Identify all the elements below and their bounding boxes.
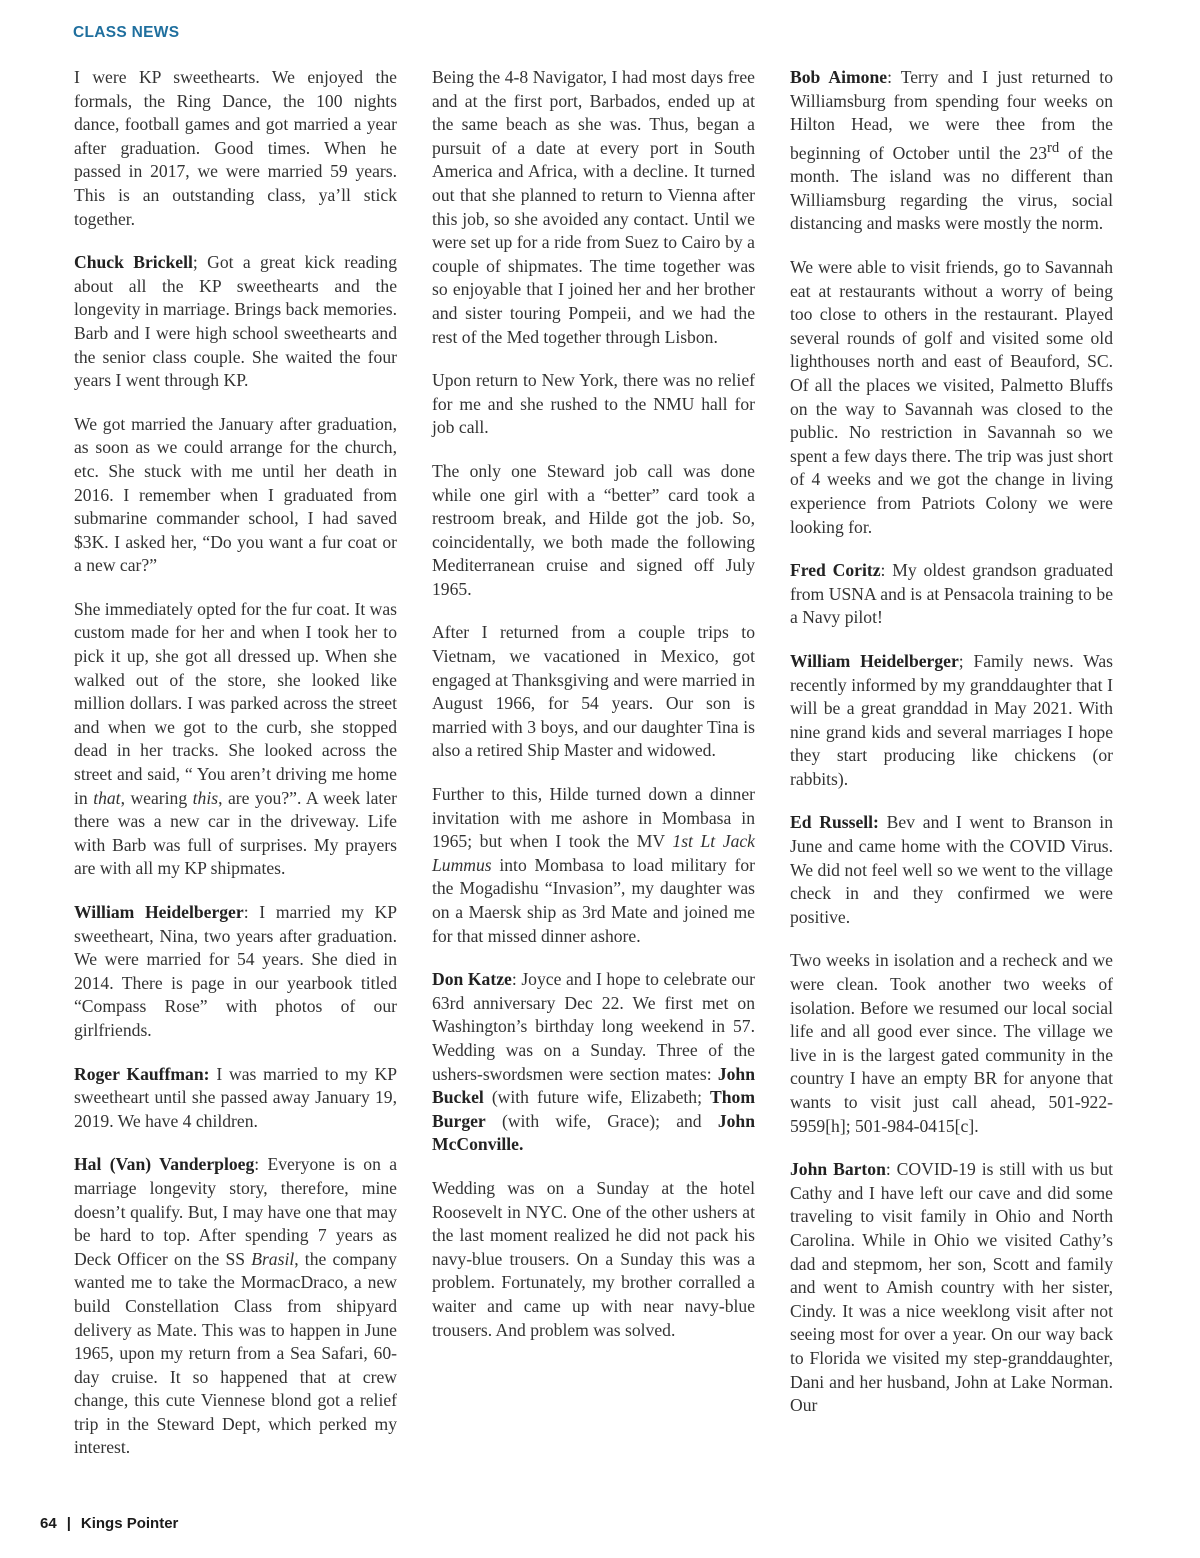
paragraph-text: : Terry and I just returned to Williamsburg from spending four weeks on Hilton Head, we were thee from the beginning of October until the 23 [790,67,1113,163]
paragraph [432,968,755,1157]
paragraph-text: : I married my KP sweetheart, Nina, two years after graduation. We were married for 54 years. She died in 2014. There is page in our yearbook titled “Compass Rose” with photos of our girlfriends. [74,902,397,1040]
paragraph-text: (with wife, Grace); and [485,1110,718,1131]
ship-name: Brasil [251,1248,295,1269]
paragraph-text: : Everyone is on a marriage longevity story, therefore, mine doesn’t qualify. But, I may have one that may be hard to top. After spending 7 years as Deck Officer on the SS [74,1154,397,1269]
paragraph-text: : Joyce and I hope to celebrate our 63rd anniversary Dec 22. We first met on Washington’s birthday long weekend in 57. Wedding was on a Sunday. Three of the ushers-swordsmen were section mates: [432,969,755,1084]
paragraph-text: : My oldest grandson graduated from USNA and is at Pensacola training to be a Navy pilot! [790,560,1113,628]
paragraph-text: , wearing [120,787,193,808]
paragraph [74,901,397,1043]
page-number: 64 [40,1515,57,1532]
classmate-name: John Buckel [432,1063,755,1108]
paragraph-text: We got married the January after graduation, as soon as we could arrange for the church, etc. She stuck with me until her death in 2016. I remember when I graduated from submarine commander school, I had saved $3K. I asked her, “Do you want a fur coat or a new car?” [74,413,397,576]
classmate-name: Don Katze [432,969,512,990]
paragraph-text: After I returned from a couple trips to Vietnam, we vacationed in Mexico, got engaged at Thanksgiving and were married in August 1966, for 54 years. Our son is married with 3 boys, and our daughter Tina is also a retired Ship Master and widowed. [432,622,755,761]
paragraph-text: , are you?”. A week later there was a new car in the driveway. Life with Barb was full of surprises. My prayers are with all my KP shipmates. [74,787,397,879]
paragraph-text: Two weeks in isolation and a recheck and we were clean. Took another two weeks of isolation. Before we resumed our local social life and all good ever since. The village we live in is the largest gated community in the country I have an empty BR for anyone that wants to visit just call ahead, 501-922-5959[h]; 501-984-0415[c]. [790,950,1113,1136]
paragraph [790,559,1113,630]
paragraph-text: Further to this, Hilde turned down a dinner invitation with me ashore in Mombasa in 1965; but when I took the MV [432,784,755,852]
paragraph-text: The only one Steward job call was done while one girl with a “better” card took a restroom break, and Hilde got the job. So, coincidentally, we both made the following Mediterranean cruise and signed off July 1965. [432,460,755,599]
paragraph [74,251,397,393]
emphasis: this [192,787,219,808]
classmate-name: Bob Aimone [790,67,888,87]
paragraph [432,783,755,948]
classmate-name: Chuck Brickell [74,252,193,273]
paragraph [790,949,1113,1138]
paragraph-text: I were KP sweethearts. We enjoyed the formals, the Ring Dance, the 100 nights dance, football games and got married a year after graduation. Good times. When he passed in 2017, we were married 59 years. This is an outstanding class, ya’ll stick together. [74,67,397,229]
paragraph-text: Bev and I went to Branson in June and came home with the COVID Virus. We did not feel well so we went to the village check in and they confirmed we were positive. [790,812,1113,927]
classmate-name: Hal (Van) Vanderploeg [74,1154,255,1175]
paragraph [432,1177,755,1342]
paragraph [432,621,755,763]
section-header: CLASS NEWS [73,24,180,41]
ordinal-suffix: rd [1047,139,1060,156]
ship-name: 1st Lt Jack Lummus [432,831,755,875]
publication-name: Kings Pointer [80,1515,179,1532]
paragraph [432,66,755,349]
paragraph-text: We were able to visit friends, go to Savannah eat at restaurants without a worry of being too close to others in the restaurant. Played several rounds of golf and visited some old lighthouses north and east of Beauford, SC. Of all the places we visited, Palmetto Bluffs on the way to Savannah was closed to the public. No restriction in Savannah so we spent a few days there. The trip was just short of 4 weeks and we got the change in living experience from Patriots Colony we were looking for. [790,257,1113,537]
paragraph-text: of the month. The island was no different than Williamsburg regarding the virus, social distancing and masks were mostly the norm. [790,142,1113,234]
paragraph-text: Being the 4-8 Navigator, I had most days free and at the first port, Barbados, ended up at the same beach as she was. Thus, began a pursuit of a date at every port in South America and Africa, with a decline. It turned out that she planned to return to Vienna after this job, so she avoided any contact. Until we were set up for a ride from Suez to Cairo by a couple of shipmates. The time together was so enjoyable that I joined her and her brother and sister touring Pompeii, and we had the rest of the Med together through Lisbon. [432,67,755,347]
classmate-name: William Heidelberger [74,902,244,922]
paragraph [432,460,755,602]
paragraph-text: (with future wife, Elizabeth; [483,1087,711,1108]
paragraph-text: : COVID-19 is still with us but Cathy and I have left our cave and did some traveling to visit family in Ohio and North Carolina. While in Ohio we visited Cathy’s dad and stepmom, her son, Scott and family and went to Amish country with her sister, Cindy. It was a nice weeklong visit after not seeing most for over a year. On our way back to Florida we visited my step-granddaughter, Dani and her husband, John at Lake Norman. Our [790,1159,1114,1416]
column-left [74,66,397,1480]
paragraph [790,811,1113,929]
paragraph-text: ; Got a great kick reading about all the KP sweethearts and the longevity in marriage. Brings back memories. Barb and I were high school sweethearts and the senior class couple. She waited the four years I went through KP. [74,252,397,391]
emphasis: that [93,787,121,808]
paragraph [74,413,397,578]
paragraph-text: Wedding was on a Sunday at the hotel Roosevelt in NYC. One of the other ushers at the last moment realized he did not pack his navy-blue trousers. On a Sunday this was a problem. Fortunately, my brother corralled a waiter and came up with near navy-blue trousers. And problem was solved. [432,1177,755,1340]
paragraph [74,598,397,881]
classmate-name: John Barton [790,1159,886,1180]
paragraph [790,66,1113,236]
paragraph [432,369,755,440]
paragraph-text: into Mombasa to load military for the Mogadishu “Invasion”, my daughter was on a Maersk ship as 3rd Mate and joined me for that missed dinner ashore. [432,854,755,946]
column-right [790,66,1113,1438]
classmate-name: Ed Russell: [790,812,879,833]
page-footer [40,1515,178,1532]
classmate-name: John McConville. [432,1110,755,1155]
classmate-name: Roger Kauffman: [74,1063,210,1084]
paragraph [74,1063,397,1134]
footer-separator: | [66,1515,71,1532]
paragraph [790,1158,1113,1418]
classmate-name: Thom Burger [432,1087,755,1131]
paragraph [74,66,397,231]
classmate-name: Fred Coritz [790,560,881,581]
classmate-name: William Heidelberger [790,650,959,671]
paragraph-text: , the company wanted me to take the MormacDraco, a new build Constellation Class from shipyard delivery as Mate. This was to happen in June 1965, upon my return from a Sea Safari, 60-day cruise. It so happened that at crew change, this cute Viennese blond got a relief trip in the Steward Dept, which perked my interest. [74,1248,397,1458]
column-middle [432,66,755,1362]
paragraph-text: ; Family news. Was recently informed by my granddaughter that I will be a great granddad in May 2021. With nine grand kids and several marriages I hope they start producing like chickens (or rabbits). [790,650,1113,789]
paragraph-text: She immediately opted for the fur coat. It was custom made for her and when I took her to pick it up, she got all dressed up. When she walked out of the store, she looked like million dollars. I was parked across the street and when we got to the curb, she stopped dead in her tracks. She looked across the street and said, “ You aren’t driving me home in [74,598,397,808]
paragraph [74,1153,397,1460]
paragraph-text: Upon return to New York, there was no relief for me and she rushed to the NMU hall for job call. [432,370,755,438]
paragraph-text: I was married to my KP sweetheart until she passed away January 19, 2019. We have 4 children. [74,1063,397,1131]
paragraph [790,650,1113,792]
paragraph [790,256,1113,539]
